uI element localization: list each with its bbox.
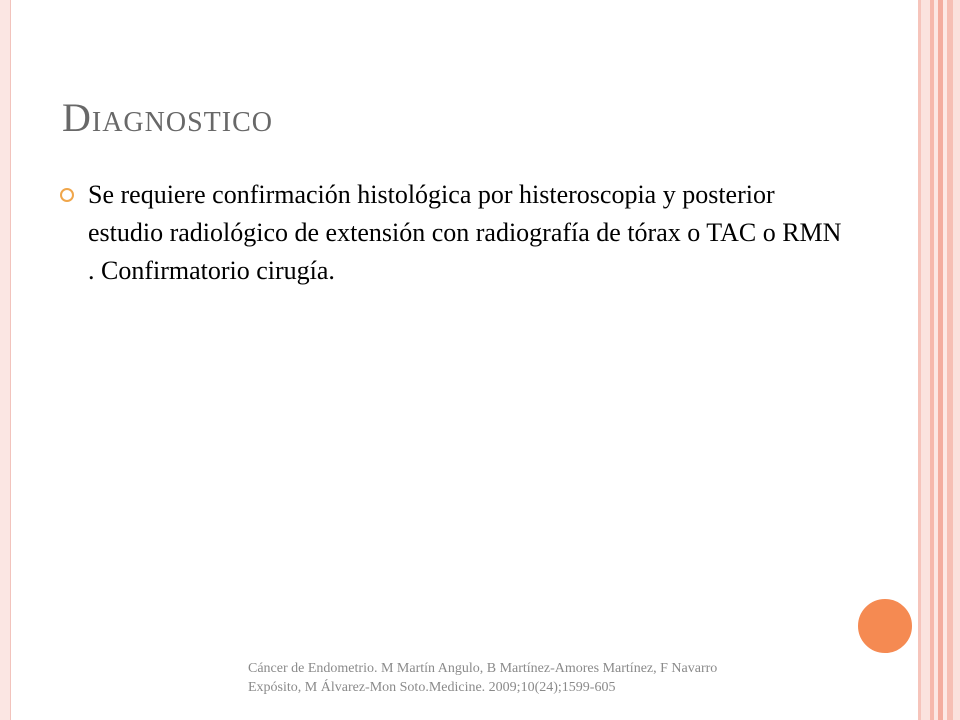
left-border-frame xyxy=(0,0,11,720)
footer-reference: Cáncer de Endometrio. M Martín Angulo, B Martínez-Amores Martínez, F Navarro Expósito, M Álvarez-Mon Soto.Medicine. 2009;10(24);1599-605 xyxy=(248,661,718,695)
bullet-circle-icon xyxy=(60,188,74,202)
right-stripe xyxy=(921,0,930,720)
right-stripe xyxy=(953,0,960,720)
bullet-text: Se requiere confirmación histológica por histeroscopia y posterior estudio radiológico de extensión con radiografía de tórax o TAC o RMN . Confirmatorio cirugía. xyxy=(88,180,842,285)
bullet-item xyxy=(60,176,890,290)
decorative-orange-circle xyxy=(856,597,914,655)
slide-title: Diagnostico xyxy=(62,95,273,140)
bullet-list xyxy=(60,176,890,290)
